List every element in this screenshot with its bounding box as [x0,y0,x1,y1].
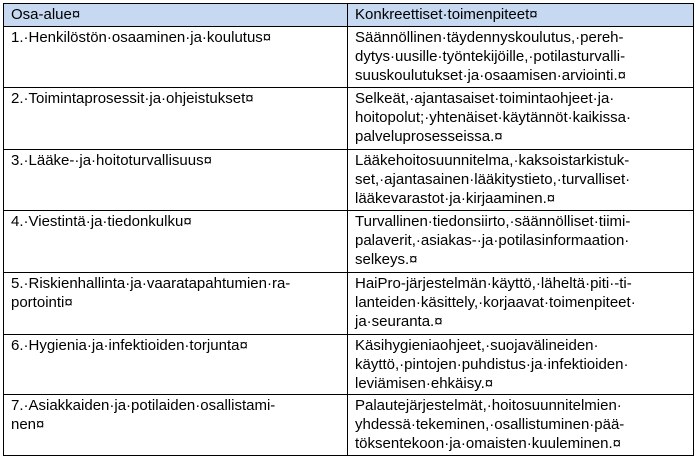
actions-line: Selkeät,·ajantasaiset·toimintaohjeet·ja· [355,90,615,108]
actions-line: lanteiden·käsittely,·korjaavat·toimenpiteet· [355,294,636,312]
actions-line: suuskoulutukset·ja·osaamisen·arviointi.¤ [355,66,626,84]
area-text: 1.·Henkilöstön·osaaminen·ja·koulutus¤ [11,28,272,46]
actions-line: Säännöllinen·täydennyskoulutus,·pereh- [355,28,624,46]
area-text: 6.·Hygienia·ja·infektioiden·torjunta¤ [11,336,248,354]
table-row [4,211,694,273]
area-line: portointi¤ [11,294,73,312]
actions-cell [348,88,694,150]
actions-line: Lääkehoitosuunnitelma,·kaksoistarkistuk- [355,151,630,169]
actions-cell [348,149,694,211]
area-cell [4,88,348,150]
measures-table [3,3,694,456]
actions-line: Käsihygieniaohjeet,·suojavälineiden· [355,336,599,354]
header-area: Osa-alue¤ [4,4,348,27]
actions-line: selkeys.¤ [355,251,418,269]
area-cell [4,334,348,395]
actions-line: palveluprosesseissa.¤ [355,128,503,146]
area-cell [4,211,348,273]
area-cell [4,273,348,335]
table-header-row [4,4,694,27]
actions-line: leviämisen·ehkäisy.¤ [355,374,494,392]
actions-cell [348,211,694,273]
actions-cell [348,273,694,335]
table-row [4,273,694,335]
actions-line: yhdessä·tekeminen,·osallistuminen·pää- [355,416,625,434]
actions-cell [348,26,694,88]
actions-line: käyttö,·pintojen·puhdistus·ja·infektioiden· [355,355,629,373]
area-cell [4,26,348,88]
table-row [4,88,694,150]
actions-line: dytys·uusille·työntekijöille,·potilasturvalli- [355,47,626,65]
area-text: 3.·Lääke-·ja·hoitoturvallisuus¤ [11,151,212,169]
actions-line: Turvallinen·tiedonsiirto,·säännölliset·tiimi- [355,213,631,231]
actions-line: töksentekoon·ja·omaisten·kuuleminen.¤ [355,435,621,453]
actions-line: hoitopolut;·yhtenäiset·käytännöt·kaikissa· [355,109,631,127]
area-text: 4.·Viestintä·ja·tiedonkulku¤ [11,213,192,231]
actions-line: palaverit,·asiakas-·ja·potilasinformaation· [355,232,630,250]
actions-line: ja·seuranta.¤ [355,313,443,331]
area-text: 2.·Toimintaprosessit·ja·ohjeistukset¤ [11,90,254,108]
table-row [4,334,694,395]
actions-cell [348,395,694,456]
table-row [4,395,694,456]
actions-line: HaiPro-järjestelmän·käyttö,·läheltä·piti·-ti- [355,275,632,293]
table-row [4,149,694,211]
area-line: 7.·Asiakkaiden·ja·potilaiden·osallistami- [11,397,276,415]
actions-line: Palautejärjestelmät,·hoitosuunnitelmien· [355,397,622,415]
area-line: 5.·Riskienhallinta·ja·vaaratapahtumien·ra- [11,275,291,293]
area-cell [4,149,348,211]
actions-line: set,·ajantasainen·lääkitystieto,·turvalliset· [355,170,631,188]
actions-line: lääkevarastot·ja·kirjaaminen.¤ [355,189,556,207]
area-line: nen¤ [11,416,45,434]
header-actions: Konkreettiset·toimenpiteet¤ [348,4,694,27]
actions-cell [348,334,694,395]
table-row [4,26,694,88]
area-cell [4,395,348,456]
